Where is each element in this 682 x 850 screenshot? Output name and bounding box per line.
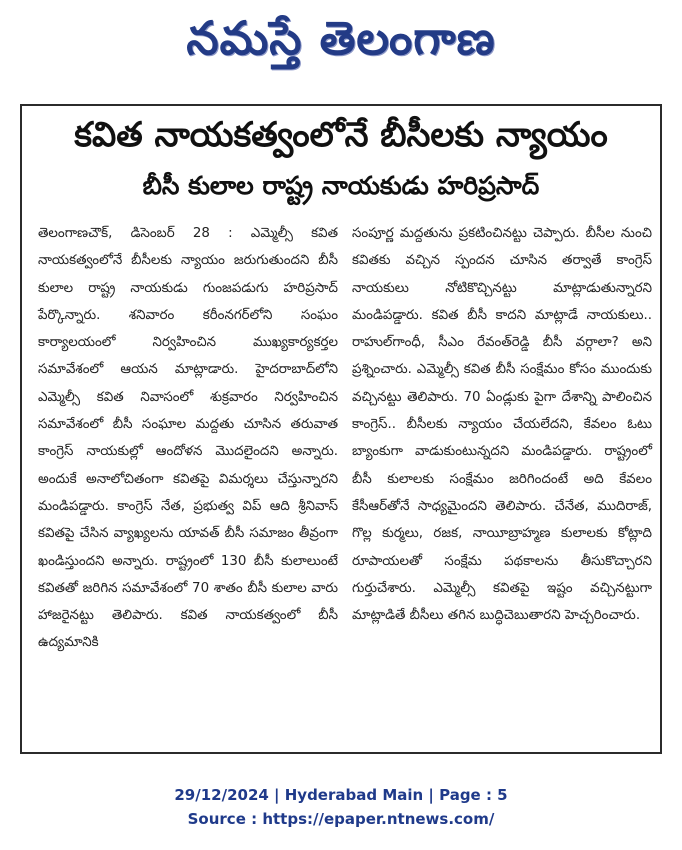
- source-link[interactable]: Source : https://epaper.ntnews.com/: [187, 810, 495, 828]
- article-clipping: [20, 104, 662, 754]
- edition-info: 29/12/2024 | Hyderabad Main | Page : 5: [174, 786, 508, 804]
- article-headline: కవిత నాయకత్వంలోనే బీసీలకు న్యాయం: [74, 115, 608, 155]
- newspaper-logo: నమస్తే తెలంగాణ: [186, 11, 496, 65]
- right-column-text: సంపూర్ణ మద్దతును ప్రకటించినట్టు చెప్పారు. బీసీల నుంచి కవితకు వచ్చిన స్పందన చూసిన తర్వాతే కాంగ్రెస్ నాయకులు నోటికొచ్చినట్టు మాట్లాడుతున్నారని మండిపడ్డారు. కవిత బీసీ కాదని మాట్లాడే నాయకులు.. రాహుల్‌గాంధీ, సీఎం రేవంత్‌రెడ్డి బీసీ వర్గాలా? అని ప్రశ్నించారు. ఎమ్మెల్సీ కవిత బీసీ సంక్షేమం కోసం ముందుకు వచ్చినట్టు తెలిపారు. 70 ఏండ్లుకు పైగా దేశాన్ని పాలించిన కాంగ్రెస్.. బీసీలకు న్యాయం చేయలేదని, కేవలం ఓటు బ్యాంకుగా వాడుకుంటున్నదని మండిపడ్డారు. రాష్ట్రంలో బీసీ కులాలకు సంక్షేమం జరిగిందంటే అది కేవలం కేసీఆర్‌తోనే సాధ్యమైందని తెలిపారు. చేనేత, ముదిరాజ్, గొల్ల కుర్మలు, రజక, నాయీబ్రాహ్మణ కులాలకు కోట్లాది రూపాయలతో సంక్షేమ పథకాలను తీసుకొచ్చారని గుర్తుచేశారు. ఎమ్మెల్సీ కవితపై ఇష్టం వచ్చినట్టుగా మాట్లాడితే బీసీలు తగిన బుద్ధిచెబుతారని హెచ్చరించారు.: [352, 226, 652, 624]
- left-column-text: తెలంగాణచౌక్, డిసెంబర్ 28 : ఎమ్మెల్సీ కవిత నాయకత్వంలోనే బీసీలకు న్యాయం జరుగుతుందని బీసీ కులాల రాష్ట్ర నాయకుడు గుంజపడుగు హరిప్రసాద్ పేర్కొన్నారు. శనివారం కరీంనగర్‌లోని సంఘం కార్యాలయంలో నిర్వహించిన ముఖ్యకార్యకర్తల సమావేశంలో ఆయన మాట్లాడారు. హైదరాబాద్‌లోని ఎమ్మెల్సీ కవిత నివాసంలో శుక్రవారం నిర్వహించిన సమావేశంలో బీసీ సంఘాల మద్దతు చూసిన తరువాత కాంగ్రెస్ నాయకుల్లో ఆందోళన మొదలైందని అన్నారు. అందుకే అనాలోచితంగా కవితపై విమర్శలు చేస్తున్నారని మండిపడ్డారు. కాంగ్రెస్ నేత, ప్రభుత్వ విప్ ఆది శ్రీనివాస్ కవితపై చేసిన వ్యాఖ్యలను యావత్ బీసీ సమాజం తీవ్రంగా ఖండిస్తుందని అన్నారు. రాష్ట్రంలో 130 బీసీ కులాలుంటే కవితతో జరిగిన సమావేశంలో 70 శాతం బీసీ కులాల వారు హాజరైనట్టు తెలిపారు. కవిత నాయకత్వంలో బీసీ ఉద్యమానికి: [38, 226, 338, 651]
- article-column-right: [352, 220, 652, 629]
- masthead: [0, 0, 682, 80]
- article-subheadline: బీసీ కులాల రాష్ట్ర నాయకుడు హరిప్రసాద్: [142, 171, 540, 200]
- article-column-left: [38, 220, 338, 657]
